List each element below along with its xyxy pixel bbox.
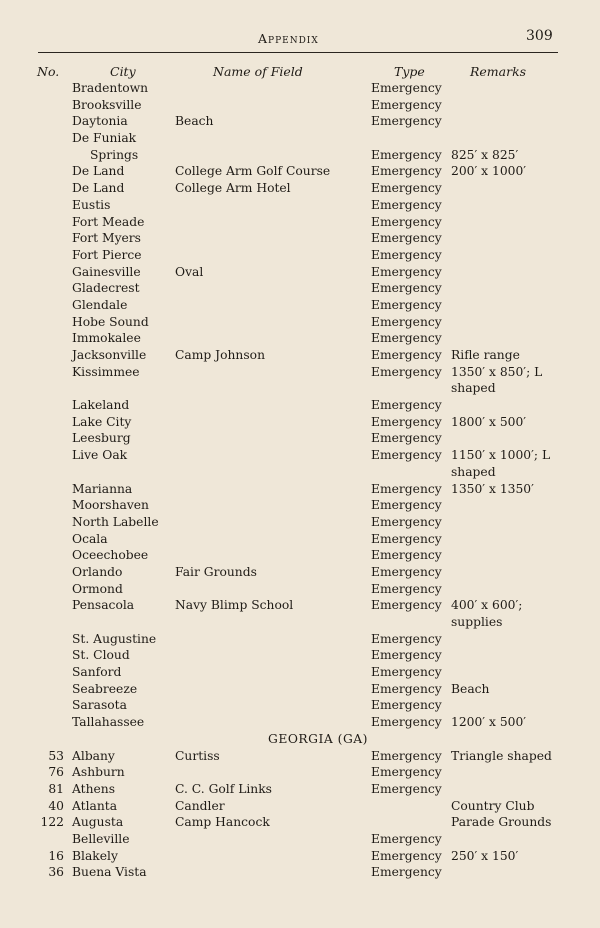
table-row xyxy=(0,147,600,164)
cell-city: Glendale xyxy=(72,297,128,312)
cell-remarks: 1800′ x 500′ xyxy=(451,414,527,429)
table-row xyxy=(0,130,600,147)
cell-no: 122 xyxy=(40,815,64,830)
table-row xyxy=(0,430,600,447)
cell-city: Gladecrest xyxy=(72,281,140,296)
table-row xyxy=(0,631,600,648)
cell-city: Fort Pierce xyxy=(72,247,142,262)
table-row xyxy=(0,197,600,214)
table-row xyxy=(0,264,600,281)
table-row xyxy=(0,397,600,414)
cell-type: Emergency xyxy=(371,247,442,262)
cell-field: College Arm Hotel xyxy=(175,181,291,196)
cell-city: Buena Vista xyxy=(72,865,147,880)
column-header-type: Type xyxy=(394,64,425,79)
cell-no: 76 xyxy=(48,765,64,780)
cell-remarks: Beach xyxy=(451,681,490,696)
cell-type: Emergency xyxy=(371,548,442,563)
table-row xyxy=(0,848,600,865)
cell-field: Camp Johnson xyxy=(175,348,265,362)
cell-city: Fort Meade xyxy=(72,214,145,229)
table-row xyxy=(0,113,600,130)
cell-city: Ashburn xyxy=(72,765,125,780)
cell-city: Athens xyxy=(72,781,116,796)
table-row xyxy=(0,347,600,364)
table-row xyxy=(0,297,600,314)
table-row xyxy=(0,364,600,397)
cell-type: Emergency xyxy=(371,281,442,296)
table-row xyxy=(0,798,600,815)
cell-city: St. Augustine xyxy=(72,631,157,646)
cell-field: Camp Hancock xyxy=(175,815,270,830)
cell-type: Emergency xyxy=(371,665,442,680)
cell-type: Emergency xyxy=(371,498,442,513)
table-row xyxy=(0,280,600,297)
cell-remarks: Parade Grounds xyxy=(451,815,552,830)
cell-type: Emergency xyxy=(371,581,442,596)
table-row xyxy=(0,831,600,848)
table-row xyxy=(0,247,600,264)
table-row xyxy=(0,764,600,781)
cell-remarks: 1350′ x 850′; L shaped xyxy=(451,364,543,396)
cell-type: Emergency xyxy=(371,147,442,162)
cell-city: Blakely xyxy=(72,848,118,863)
column-header-no: No. xyxy=(37,64,60,79)
column-header-city: City xyxy=(110,64,136,79)
header-rule xyxy=(38,52,558,53)
page-number: 309 xyxy=(526,28,553,44)
cell-type: Emergency xyxy=(371,531,442,546)
cell-remarks: 200′ x 1000′ xyxy=(451,164,527,179)
table-row xyxy=(0,664,600,681)
cell-field: Fair Grounds xyxy=(175,564,257,579)
table-row xyxy=(0,414,600,431)
cell-no: 36 xyxy=(48,865,64,880)
table-row xyxy=(0,80,600,97)
table-row xyxy=(0,514,600,531)
column-header-remarks: Remarks xyxy=(470,64,527,79)
cell-type: Emergency xyxy=(371,648,442,663)
cell-remarks: Rifle range xyxy=(451,348,520,362)
table-row xyxy=(0,564,600,581)
cell-type: Emergency xyxy=(371,564,442,579)
cell-city: De Land xyxy=(72,181,125,196)
table-row xyxy=(0,681,600,698)
cell-type: Emergency xyxy=(371,765,442,780)
cell-city: Oceechobee xyxy=(72,548,149,563)
cell-city: Atlanta xyxy=(72,798,118,813)
cell-type: Emergency xyxy=(371,264,442,279)
table-row xyxy=(0,547,600,564)
cell-type: Emergency xyxy=(371,698,442,713)
cell-city: Bradentown xyxy=(72,81,149,95)
cell-field: Oval xyxy=(175,264,204,279)
cell-city: Leesburg xyxy=(72,431,131,446)
table-row xyxy=(0,714,600,731)
table-row xyxy=(0,647,600,664)
cell-remarks: Country Club xyxy=(451,798,535,813)
cell-type: Emergency xyxy=(371,231,442,246)
cell-city: Pensacola xyxy=(72,598,135,613)
cell-city: Daytonia xyxy=(72,114,128,129)
cell-field: College Arm Golf Course xyxy=(175,164,331,179)
cell-city: Lake City xyxy=(72,414,132,429)
cell-field: Navy Blimp School xyxy=(175,598,294,613)
cell-type: Emergency xyxy=(371,197,442,212)
cell-type: Emergency xyxy=(371,297,442,312)
cell-city: De Land xyxy=(72,164,125,179)
cell-city: Hobe Sound xyxy=(72,314,149,329)
table-row xyxy=(0,214,600,231)
cell-city: Gainesville xyxy=(72,264,141,279)
table-row xyxy=(0,597,600,630)
cell-city: North Labelle xyxy=(72,514,159,529)
table-row xyxy=(0,497,600,514)
cell-type: Emergency xyxy=(371,481,442,496)
cell-city: De Funiak xyxy=(72,131,137,146)
cell-no: 53 xyxy=(48,748,64,763)
state-heading: GEORGIA (GA) xyxy=(268,731,368,746)
table-row xyxy=(0,314,600,331)
cell-remarks: 1350′ x 1350′ xyxy=(451,481,534,496)
cell-type: Emergency xyxy=(371,681,442,696)
cell-type: Emergency xyxy=(371,331,442,346)
cell-city: Ormond xyxy=(72,581,123,596)
cell-type: Emergency xyxy=(371,448,442,463)
cell-type: Emergency xyxy=(371,748,442,763)
page-header xyxy=(0,28,600,48)
cell-remarks: 1150′ x 1000′; L shaped xyxy=(451,448,551,479)
cell-type: Emergency xyxy=(371,181,442,196)
cell-type: Emergency xyxy=(371,514,442,529)
table-body xyxy=(0,80,600,881)
cell-city: Tallahassee xyxy=(72,715,145,730)
table-row xyxy=(0,97,600,114)
cell-city: Sarasota xyxy=(72,698,127,713)
cell-type: Emergency xyxy=(371,865,442,880)
cell-no: 16 xyxy=(48,848,64,863)
cell-type: Emergency xyxy=(371,81,442,95)
cell-city: Sanford xyxy=(72,665,122,680)
table-row xyxy=(0,697,600,714)
cell-field: Curtiss xyxy=(175,748,220,763)
cell-city: Eustis xyxy=(72,197,111,212)
cell-field: C. C. Golf Links xyxy=(175,781,272,796)
cell-remarks: Triangle shaped xyxy=(451,748,552,763)
table-row xyxy=(0,781,600,798)
table-row xyxy=(0,864,600,881)
cell-city: Augusta xyxy=(72,815,124,830)
cell-type: Emergency xyxy=(371,348,442,362)
cell-city: Marianna xyxy=(72,481,133,496)
table-row xyxy=(0,447,600,480)
cell-city: Seabreeze xyxy=(72,681,138,696)
cell-type: Emergency xyxy=(371,414,442,429)
cell-type: Emergency xyxy=(371,631,442,646)
table-row xyxy=(0,330,600,347)
cell-city: Albany xyxy=(72,748,115,763)
cell-city: Live Oak xyxy=(72,448,128,463)
cell-type: Emergency xyxy=(371,715,442,730)
cell-type: Emergency xyxy=(371,164,442,179)
cell-type: Emergency xyxy=(371,781,442,796)
cell-type: Emergency xyxy=(371,364,442,379)
cell-type: Emergency xyxy=(371,831,442,846)
table-row xyxy=(0,814,600,831)
cell-remarks: 1200′ x 500′ xyxy=(451,715,527,730)
cell-remarks: 825′ x 825′ xyxy=(451,147,519,162)
cell-city: Kissimmee xyxy=(72,364,140,379)
cell-no: 81 xyxy=(48,781,64,796)
cell-type: Emergency xyxy=(371,848,442,863)
cell-type: Emergency xyxy=(371,97,442,112)
table-row xyxy=(0,481,600,498)
cell-type: Emergency xyxy=(371,431,442,446)
cell-type: Emergency xyxy=(371,314,442,329)
cell-field: Candler xyxy=(175,798,225,813)
cell-city: Jacksonville xyxy=(72,348,147,362)
cell-city: Orlando xyxy=(72,564,123,579)
cell-city: St. Cloud xyxy=(72,648,130,663)
cell-type: Emergency xyxy=(371,598,442,613)
cell-field: Beach xyxy=(175,114,214,129)
cell-city: Fort Myers xyxy=(72,231,141,246)
table-row xyxy=(0,531,600,548)
cell-type: Emergency xyxy=(371,214,442,229)
state-heading-row xyxy=(0,731,600,748)
cell-city: Ocala xyxy=(72,531,108,546)
table-row xyxy=(0,180,600,197)
cell-city: Springs xyxy=(90,147,139,162)
cell-city: Brooksville xyxy=(72,97,142,112)
table-row xyxy=(0,163,600,180)
cell-city: Lakeland xyxy=(72,398,130,413)
cell-city: Immokalee xyxy=(72,331,141,346)
table-row xyxy=(0,581,600,598)
cell-type: Emergency xyxy=(371,114,442,129)
table-row xyxy=(0,230,600,247)
column-header-field: Name of Field xyxy=(213,64,303,79)
cell-city: Belleville xyxy=(72,831,130,846)
running-head: Appendix xyxy=(258,31,319,46)
cell-city: Moorshaven xyxy=(72,498,149,513)
cell-remarks: 250′ x 150′ xyxy=(451,848,519,863)
cell-no: 40 xyxy=(48,798,64,813)
cell-remarks: 400′ x 600′; supplies xyxy=(451,598,523,630)
table-row xyxy=(0,748,600,765)
cell-type: Emergency xyxy=(371,398,442,413)
